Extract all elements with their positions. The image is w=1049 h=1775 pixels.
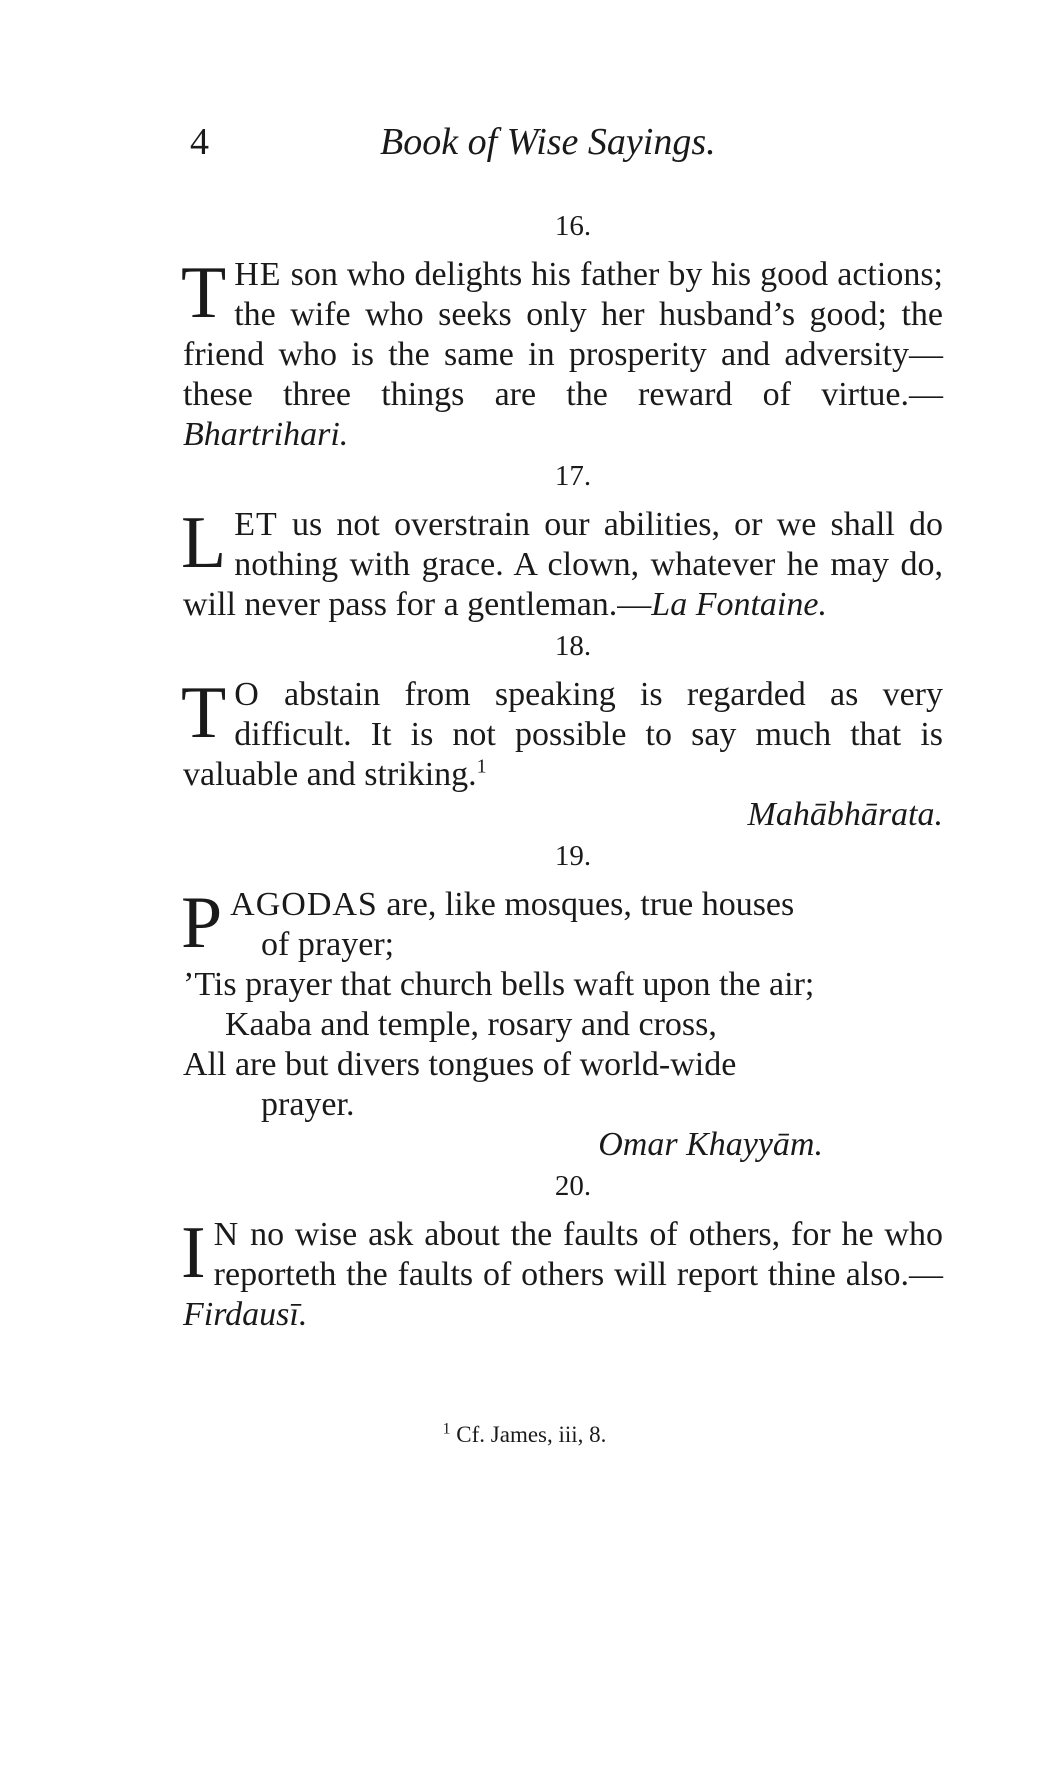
saying-number: 16. — [554, 210, 592, 242]
drop-cap: T — [181, 672, 227, 754]
saying-18 — [183, 629, 943, 835]
running-title: Book of Wise Sayings. — [380, 121, 716, 163]
author-name: Firdausī. — [183, 1296, 308, 1333]
author-name: Omar Khayyām. — [598, 1126, 823, 1163]
verse-line-4-continued: prayer. — [261, 1086, 355, 1123]
lead-word: AGODAS — [230, 886, 378, 923]
saying-17 — [183, 459, 943, 625]
lead-word: ET — [234, 506, 278, 543]
verse-line-1-continued: of prayer; — [261, 926, 395, 963]
saying-16 — [183, 209, 943, 455]
author-name: La Fontaine. — [651, 586, 827, 623]
page-header — [190, 120, 950, 180]
verse-text: are, like mosques, true houses — [377, 886, 795, 923]
saying-text — [181, 1212, 943, 1335]
saying-number: 17. — [554, 460, 592, 492]
footnote-reference: 1 — [476, 755, 487, 778]
sayings-content — [183, 205, 943, 1335]
verse-line-3: Kaaba and temple, rosary and cross, — [225, 1006, 717, 1043]
author-name: Mahābhārata. — [747, 796, 943, 833]
saying-number: 19. — [554, 840, 592, 872]
saying-body: abstain from speaking is regarded as very difficult. It is not possible to say much that is valuable and striking. — [183, 676, 943, 793]
footnote — [0, 1422, 1049, 1448]
drop-cap: P — [181, 882, 223, 964]
saying-text — [181, 252, 943, 455]
saying-body: son who delights his father by his good actions; the wife who seeks only her husband’s good; the friend who is the same in prosperity and adversity—these three things are the reward of virtue.— — [183, 256, 943, 413]
page-number: 4 — [190, 121, 209, 163]
saying-number: 20. — [554, 1170, 592, 1202]
footnote-marker: 1 — [442, 1420, 451, 1438]
author-name: Bhartrihari. — [183, 416, 349, 453]
saying-text — [181, 672, 943, 795]
saying-body: us not overstrain our abilities, or we shall do nothing with grace. A clown, whatever he may do, will never pass for a gentleman.— — [183, 506, 943, 623]
saying-19 — [183, 839, 943, 1165]
verse-line-2: ’Tis prayer that church bells waft upon the air; — [183, 966, 815, 1003]
drop-cap: I — [181, 1212, 206, 1294]
saying-number: 18. — [554, 630, 592, 662]
drop-cap: L — [181, 502, 227, 584]
lead-word: HE — [234, 256, 282, 293]
footnote-text: Cf. James, iii, 8. — [456, 1422, 607, 1447]
drop-cap: T — [181, 252, 227, 334]
lead-word: O — [234, 676, 260, 713]
saying-body: no wise ask about the faults of others, for he who reporteth the faults of others will report thine also.— — [213, 1216, 943, 1293]
lead-word: N — [213, 1216, 240, 1253]
verse-line-4: All are but divers tongues of world-wide — [183, 1046, 737, 1083]
saying-text — [181, 502, 943, 625]
saying-20 — [183, 1169, 943, 1335]
